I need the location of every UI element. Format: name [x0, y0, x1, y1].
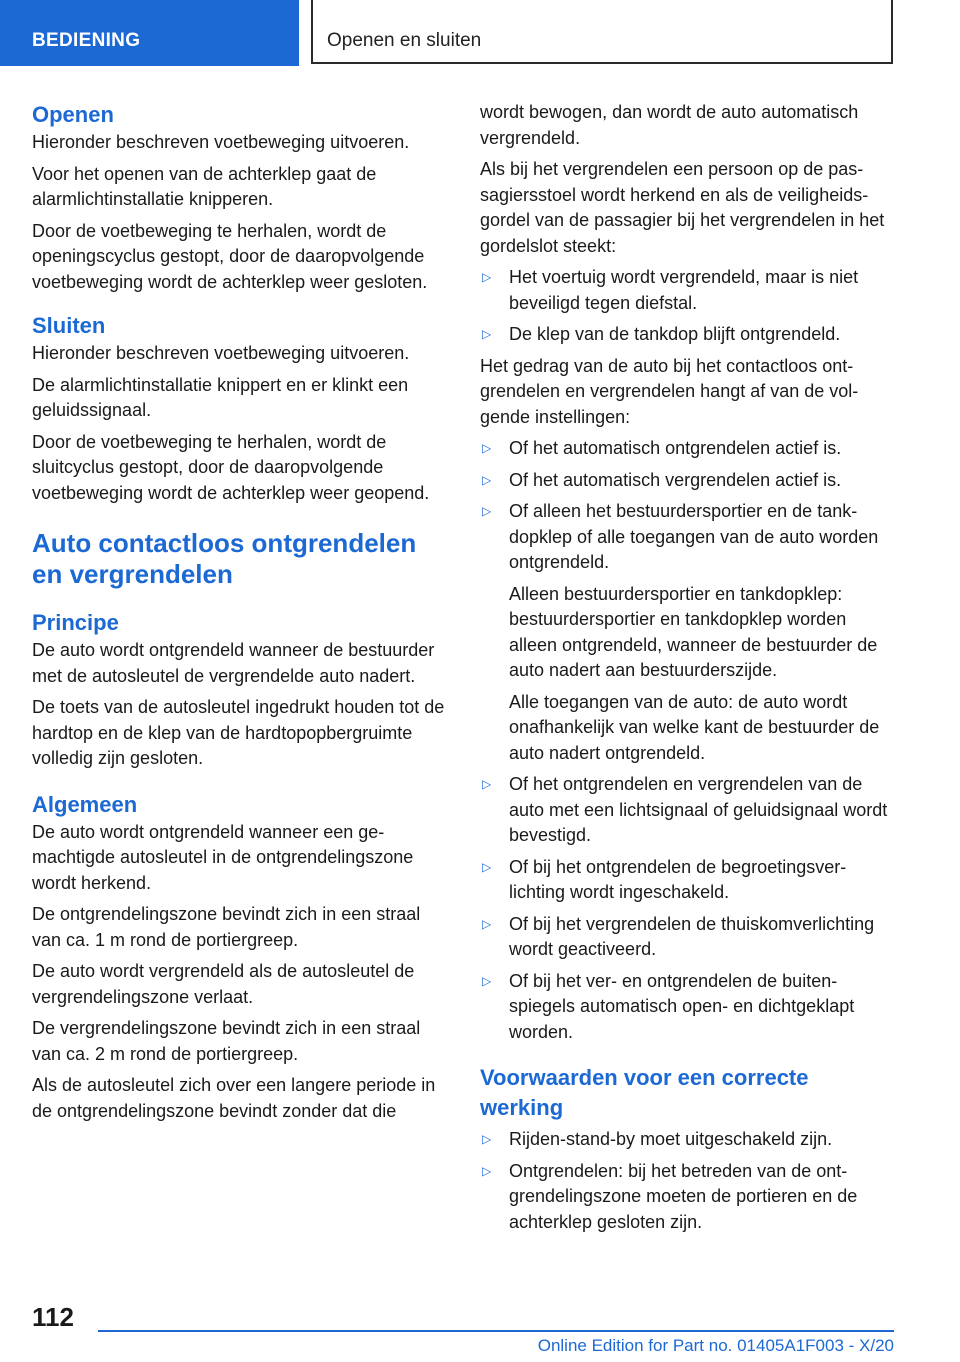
- list-item-subparagraph: Alle toegangen van de auto: de auto wordt onafhankelijk van welke kant de bestuurder de auto nadert ontgrendeld.: [509, 691, 880, 763]
- list-item: [480, 322, 895, 348]
- list-item-text: Het voertuig wordt vergrendeld, maar is niet beveiligd tegen diefstal.: [509, 267, 859, 313]
- triangle-bullet-icon: ▷: [482, 270, 492, 284]
- footer-edition: Online Edition for Part no. 01405A1F003 - X/20: [537, 1336, 894, 1355]
- triangle-bullet-icon: ▷: [482, 504, 492, 518]
- list-item: [480, 499, 895, 576]
- header-chapter-box: [311, 0, 893, 64]
- paragraph: Het gedrag van de auto bij het contactloos ontgrendelen en vergrendelen hangt af van de volgende instellingen:: [480, 355, 859, 427]
- triangle-bullet-icon: ▷: [482, 441, 492, 455]
- triangle-bullet-icon: ▷: [482, 472, 492, 487]
- header-chapter-label: Openen en sluiten: [327, 30, 482, 51]
- header-section-label: BEDIENING: [32, 30, 141, 51]
- list-item-text: Of het automatisch ontgrendelen actief is.: [509, 438, 842, 458]
- paragraph: Als de autosleutel zich over een langere periode in de ontgrendelingszone bevindt zonder dat die: [32, 1075, 436, 1121]
- right-column: [480, 100, 895, 1241]
- paragraph: Voor het openen van de achterklep gaat de alarmlichtinstallatie knipperen.: [32, 163, 377, 209]
- list-item-text: Of alleen het bestuurdersportier en de tankdopklep of alle toegangen van de auto worden ontgrendeld.: [509, 501, 879, 572]
- list-item: [480, 265, 895, 316]
- heading-main-section: Auto contactloos ontgrendelen en vergrendelen: [32, 528, 417, 589]
- list-item: [480, 969, 895, 1046]
- triangle-bullet-icon: ▷: [482, 1163, 492, 1178]
- paragraph: wordt bewogen, dan wordt de auto automatisch vergrendeld.: [480, 102, 859, 148]
- list-item: [480, 855, 895, 906]
- triangle-bullet-icon: ▷: [482, 859, 492, 874]
- paragraph: De vergrendelingszone bevindt zich in een straal van ca. 2 m rond de portiergreep.: [32, 1018, 421, 1064]
- list-item-text: Of het automatisch vergrendelen actief is.: [509, 469, 842, 490]
- heading-voorwaarden: Voorwaarden voor een correcte werking: [480, 1065, 809, 1120]
- list-item-text: De klep van de tankdop blijft ontgrendeld.: [509, 324, 841, 344]
- paragraph: De alarmlichtinstallatie knippert en er klinkt een geluidssignaal.: [32, 374, 409, 420]
- list-item-text: Rijden-stand-by moet uitgeschakeld zijn.: [509, 1129, 833, 1149]
- list-item-text: Of bij het ver- en ontgrendelen de buitenspiegels automatisch open- en dichtgeklapt worden.: [509, 970, 855, 1042]
- heading-openen: Openen: [32, 102, 114, 127]
- paragraph: De toets van de autosleutel ingedrukt houden tot de hardtop en de klep van de hardtopopbergruimte volledig zijn gesloten.: [32, 697, 445, 768]
- list-item-text: Of bij het vergrendelen de thuiskomverlichting wordt geactiveerd.: [509, 913, 875, 959]
- paragraph: De ontgrendelingszone bevindt zich in een straal van ca. 1 m rond de portiergreep.: [32, 904, 421, 950]
- paragraph: De auto wordt ontgrendeld wanneer de bestuurder met de autosleutel de vergrendelde auto nadert.: [32, 640, 435, 686]
- triangle-bullet-icon: ▷: [482, 777, 492, 791]
- paragraph: Als bij het vergrendelen een persoon op de passagiersstoel wordt herkend en als de veiligheidsgordel van de passagier bij het vergrendelen in het gordelslot steekt:: [480, 159, 885, 256]
- paragraph: Door de voetbeweging te herhalen, wordt de openingscyclus gestopt, door de daaropvolgende voetbeweging wordt de achterklep weer gesloten.: [32, 220, 428, 292]
- footer-divider: [98, 1330, 894, 1332]
- list-item-subparagraph: Alleen bestuurdersportier en tankdopklep: bestuurdersportier en tankdopklep worden alleen ontgrendeld, wanneer de bestuurder de auto nadert aan bestuurderszijde.: [509, 583, 878, 680]
- paragraph: Door de voetbeweging te herhalen, wordt de sluitcyclus gestopt, door de daaropvolgende voetbeweging wordt de achterklep weer geopend.: [32, 431, 430, 503]
- left-column: [32, 100, 448, 1130]
- triangle-bullet-icon: ▷: [482, 973, 492, 988]
- heading-principe: Principe: [32, 610, 119, 635]
- list-item: [480, 1127, 895, 1153]
- heading-algemeen: Algemeen: [32, 791, 138, 817]
- header-section-tab: [0, 0, 299, 66]
- paragraph: De auto wordt ontgrendeld wanneer een gemachtigde autosleutel in de ontgrendelingszone wordt herkend.: [32, 821, 414, 893]
- list-item: [480, 772, 895, 849]
- list-item: [480, 436, 895, 462]
- triangle-bullet-icon: ▷: [482, 916, 492, 931]
- heading-sluiten: Sluiten: [32, 313, 106, 338]
- list-item: [480, 912, 895, 963]
- list-item: [480, 1159, 895, 1236]
- paragraph: Hieronder beschreven voetbeweging uitvoeren.: [32, 132, 410, 152]
- triangle-bullet-icon: ▷: [482, 327, 492, 341]
- list-item-text: Of bij het ontgrendelen de begroetingsverlichting wordt ingeschakeld.: [509, 856, 847, 902]
- list-item: [480, 468, 895, 494]
- page-number: 112: [32, 1302, 74, 1332]
- list-item-text: Of het ontgrendelen en vergrendelen van de auto met een lichtsignaal of geluidsignaal wordt bevestigd.: [509, 774, 888, 845]
- list-item-text: Ontgrendelen: bij het betreden van de ontgrendelingszone moeten de portieren en de achterklep gesloten zijn.: [509, 1160, 858, 1232]
- paragraph: De auto wordt vergrendeld als de autosleutel de vergrendelingszone verlaat.: [32, 961, 415, 1007]
- triangle-bullet-icon: ▷: [482, 1132, 492, 1146]
- paragraph: Hieronder beschreven voetbeweging uitvoeren.: [32, 343, 410, 363]
